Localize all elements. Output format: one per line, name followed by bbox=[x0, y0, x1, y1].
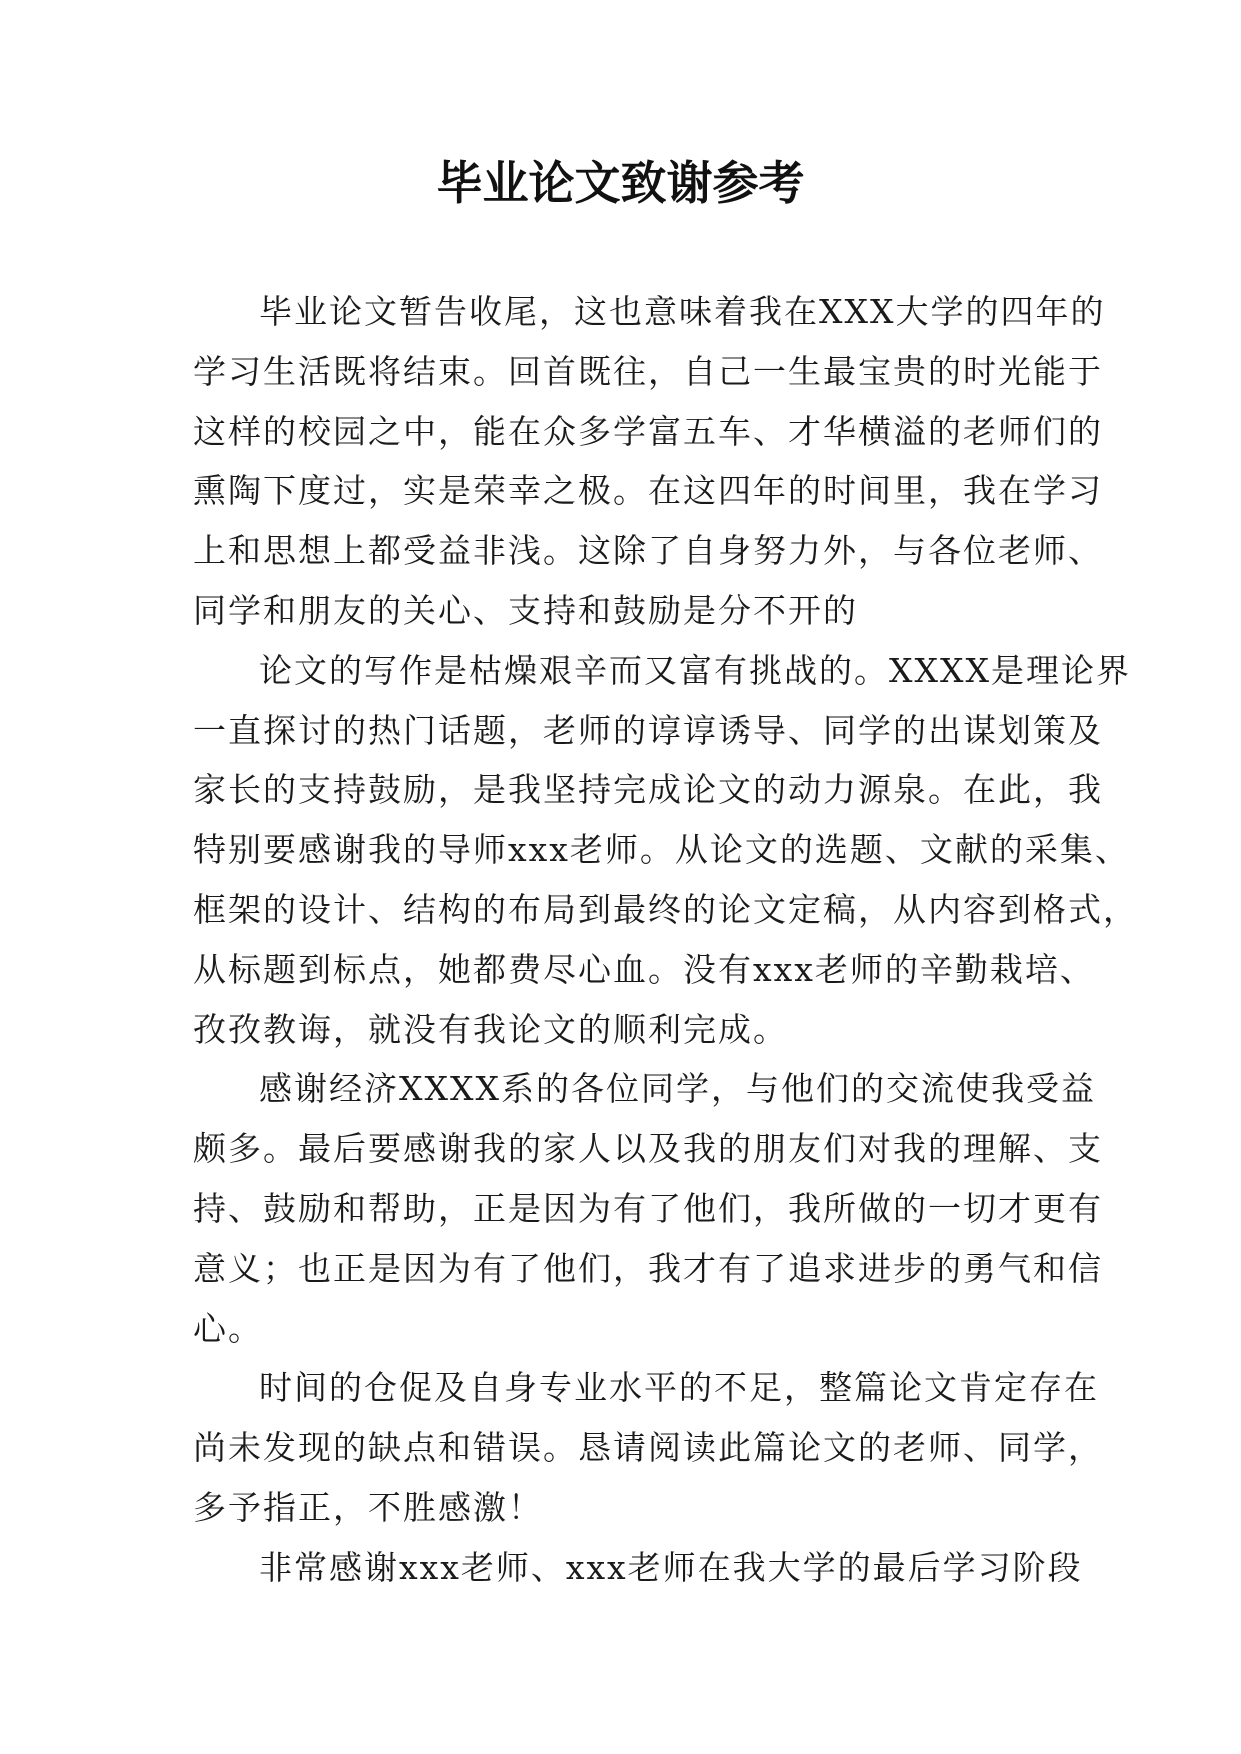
paragraph-4-line-1: 时间的仓促及自身专业水平的不足，整篇论文肯定存在 bbox=[259, 1368, 1099, 1408]
paragraph-2-line-3: 家长的支持鼓励，是我坚持完成论文的动力源泉。在此，我 bbox=[193, 770, 1103, 810]
paragraph-4-line-2: 尚未发现的缺点和错误。恳请阅读此篇论文的老师、同学， bbox=[193, 1428, 1103, 1468]
paragraph-3-line-4: 意义；也正是因为有了他们，我才有了追求进步的勇气和信 bbox=[193, 1248, 1103, 1288]
paragraph-2-line-5: 框架的设计、结构的布局到最终的论文定稿，从内容到格式， bbox=[193, 889, 1138, 929]
paragraph-2-line-4: 特别要感谢我的导师xxx老师。从论文的选题、文献的采集、 bbox=[193, 830, 1130, 870]
paragraph-2-line-7: 孜孜教诲，就没有我论文的顺利完成。 bbox=[193, 1009, 788, 1049]
paragraph-1-line-3: 这样的校园之中，能在众多学富五车、才华横溢的老师们的 bbox=[193, 411, 1103, 451]
paragraph-1-line-5: 上和思想上都受益非浅。这除了自身努力外，与各位老师、 bbox=[193, 531, 1103, 571]
document-title: 毕业论文致谢参考 bbox=[436, 156, 805, 210]
paragraph-2-line-1: 论文的写作是枯燥艰辛而又富有挑战的。XXXX是理论界 bbox=[259, 650, 1131, 690]
paragraph-3-line-5: 心。 bbox=[193, 1308, 263, 1348]
paragraph-3-line-2: 颇多。最后要感谢我的家人以及我的朋友们对我的理解、支 bbox=[193, 1129, 1103, 1169]
paragraph-1-line-1: 毕业论文暂告收尾，这也意味着我在XXX大学的四年的 bbox=[259, 292, 1106, 331]
paragraph-3-line-1: 感谢经济XXXX系的各位同学，与他们的交流使我受益 bbox=[259, 1069, 1096, 1109]
paragraph-2-line-2: 一直探讨的热门话题，老师的谆谆诱导、同学的出谋划策及 bbox=[193, 710, 1103, 750]
paragraph-3-line-3: 持、鼓励和帮助，正是因为有了他们，我所做的一切才更有 bbox=[193, 1188, 1103, 1228]
paragraph-4-line-3: 多予指正，不胜感激！ bbox=[193, 1487, 543, 1527]
paragraph-2-line-6: 从标题到标点，她都费尽心血。没有xxx老师的辛勤栽培、 bbox=[193, 949, 1095, 989]
paragraph-1-line-2: 学习生活既将结束。回首既往，自己一生最宝贵的时光能于 bbox=[193, 351, 1103, 391]
paragraph-1-line-6: 同学和朋友的关心、支持和鼓励是分不开的 bbox=[193, 590, 858, 630]
paragraph-5-line-1: 非常感谢xxx老师、xxx老师在我大学的最后学习阶段 bbox=[259, 1547, 1083, 1587]
document-body bbox=[193, 282, 1138, 1598]
paragraph-1-line-4: 熏陶下度过，实是荣幸之极。在这四年的时间里，我在学习 bbox=[193, 471, 1103, 511]
